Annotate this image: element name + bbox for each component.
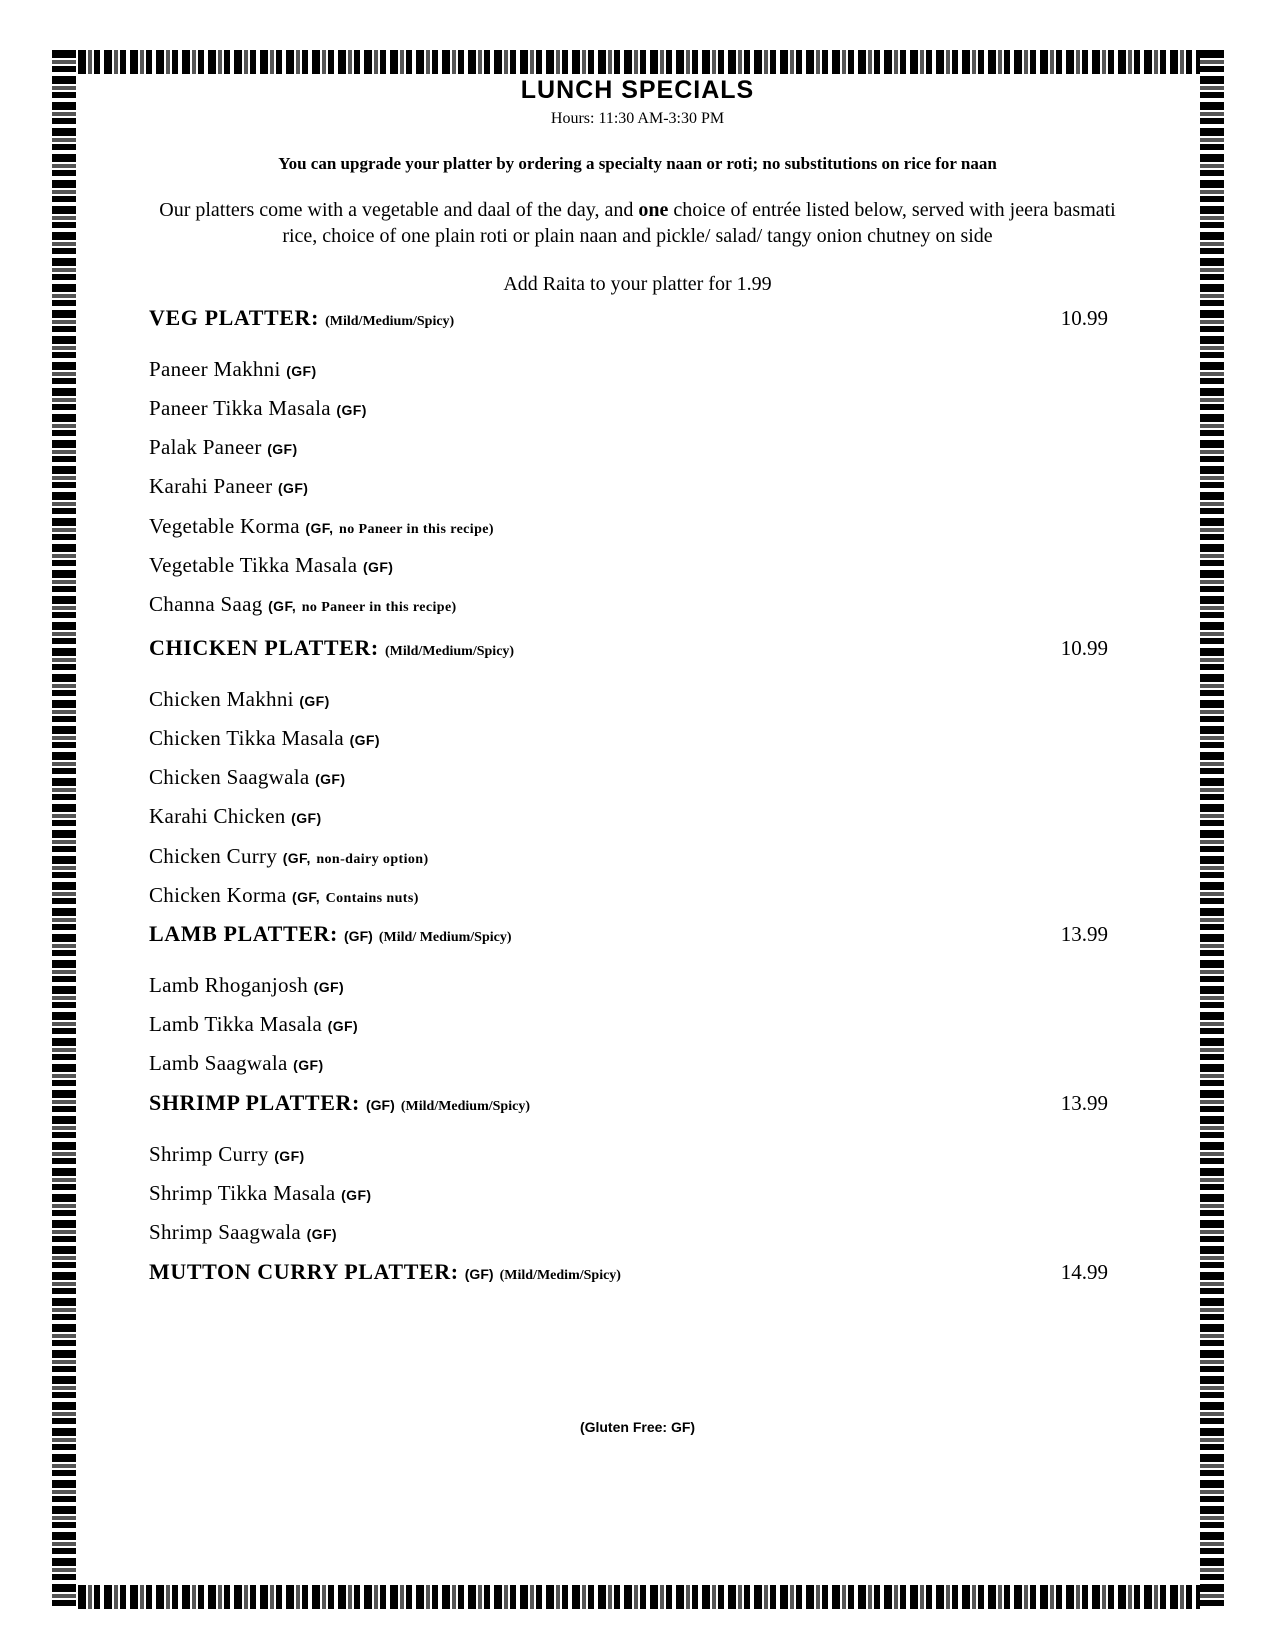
gf-tag: (GF): [291, 810, 322, 826]
item-name: Channa Saag: [149, 592, 263, 616]
gf-tag: (GF): [327, 1018, 359, 1034]
gf-tag: (GF,: [268, 598, 297, 614]
item-name: Karahi Chicken: [149, 804, 286, 828]
item-note: non-dairy option): [316, 852, 429, 867]
menu-item: [149, 883, 1109, 908]
veg-platter-heading: [149, 305, 1109, 331]
menu-item: [149, 592, 1109, 617]
menu-item: [149, 1012, 1109, 1037]
chicken-platter-price: 10.99: [1060, 636, 1108, 660]
lamb-spice-levels: (Mild/ Medium/Spicy): [378, 930, 512, 945]
item-name: Paneer Makhni: [149, 357, 281, 381]
chicken-spice-levels: (Mild/Medium/Spicy): [384, 644, 515, 659]
gf-tag: (GF): [277, 480, 309, 496]
gf-tag: (GF): [315, 771, 346, 787]
menu-item: [149, 1051, 1109, 1076]
gf-tag: (GF): [267, 441, 298, 457]
gf-tag: (GF): [341, 1187, 372, 1203]
item-name: Chicken Curry: [149, 844, 278, 868]
gf-tag: (GF,: [292, 889, 321, 905]
hours-text: Hours: 11:30 AM-3:30 PM: [550, 110, 725, 127]
mutton-heading-text: MUTTON CURRY PLATTER:: [149, 1259, 459, 1284]
gf-tag: (GF,: [282, 850, 311, 866]
desc-after: choice of entrée listed below, served with jeera basmati rice, choice of one plain roti or plain naan and pickle/ salad/ tangy onion chutney on side: [282, 199, 1116, 247]
desc-bold: one: [638, 199, 669, 221]
menu-item: [149, 687, 1109, 712]
page-title: LUNCH SPECIALS: [520, 76, 755, 104]
menu-item: [149, 973, 1109, 998]
lamb-gf-tag: (GF): [344, 928, 373, 944]
menu-item: [149, 514, 1109, 539]
gf-tag: (GF): [313, 979, 345, 995]
mutton-platter-heading: [149, 1259, 1109, 1285]
menu-item: [149, 765, 1109, 790]
item-name: Chicken Tikka Masala: [149, 726, 344, 750]
item-name: Karahi Paneer: [149, 474, 273, 498]
item-note: no Paneer in this recipe): [339, 522, 494, 537]
menu-item: [149, 435, 1109, 460]
item-name: Lamb Tikka Masala: [149, 1012, 323, 1036]
item-note: no Paneer in this recipe): [301, 600, 457, 615]
menu-item: [149, 726, 1109, 751]
item-name: Chicken Makhni: [149, 687, 294, 711]
platter-description: [140, 197, 1135, 249]
lamb-platter-price: 13.99: [1060, 922, 1108, 946]
desc-before: Our platters come with a vegetable and daal of the day, and: [159, 199, 634, 221]
menu-item: [149, 1142, 1109, 1167]
chicken-heading-colon: :: [370, 635, 379, 660]
gf-tag: (GF): [286, 363, 317, 379]
item-name: Lamb Rhoganjosh: [149, 973, 309, 997]
mutton-platter-price: 14.99: [1060, 1260, 1108, 1284]
item-name: Shrimp Tikka Masala: [149, 1181, 336, 1205]
mutton-gf-tag: (GF): [464, 1266, 494, 1282]
raita-note: Add Raita to your platter for 1.99: [503, 273, 772, 295]
lamb-platter-heading: [149, 921, 1109, 947]
item-name: Palak Paneer: [149, 435, 262, 459]
gf-tag: (GF): [299, 693, 330, 709]
shrimp-platter-heading: [149, 1090, 1109, 1116]
item-name: Vegetable Tikka Masala: [149, 553, 358, 577]
item-name: Lamb Saagwala: [149, 1051, 288, 1075]
item-note: Contains nuts): [325, 891, 419, 906]
veg-heading-text: VEG PLATTER: [149, 305, 312, 330]
gf-tag: (GF): [306, 1226, 337, 1242]
menu-item: [149, 1220, 1109, 1245]
item-name: Chicken Korma: [149, 883, 287, 907]
menu-item: [149, 474, 1109, 499]
shrimp-heading-text: SHRIMP PLATTER:: [149, 1090, 360, 1115]
veg-spice-levels: (Mild/Medium/Spicy): [325, 314, 455, 329]
gf-tag: (GF): [336, 402, 367, 418]
upgrade-note: You can upgrade your platter by ordering a specialty naan or roti; no substitutions on rice for naan: [278, 154, 997, 173]
gf-tag: (GF): [274, 1148, 305, 1164]
veg-heading-colon: :: [311, 305, 319, 330]
veg-platter-price: 10.99: [1060, 306, 1108, 330]
menu-item: [149, 357, 1109, 382]
shrimp-platter-price: 13.99: [1060, 1091, 1108, 1115]
menu-item: [149, 804, 1109, 829]
item-name: Vegetable Korma: [149, 514, 300, 538]
menu-item: [149, 844, 1109, 869]
menu-item: [149, 553, 1109, 578]
item-name: Shrimp Saagwala: [149, 1220, 302, 1244]
gf-tag: (GF): [362, 559, 394, 575]
gf-tag: (GF,: [305, 520, 334, 536]
item-name: Paneer Tikka Masala: [149, 396, 331, 420]
item-name: Shrimp Curry: [149, 1142, 269, 1166]
lamb-heading-text: LAMB PLATTER:: [149, 921, 338, 946]
gf-tag: (GF): [349, 732, 380, 748]
menu-item: [149, 396, 1109, 421]
item-name: Chicken Saagwala: [149, 765, 310, 789]
shrimp-gf-tag: (GF): [366, 1097, 395, 1113]
chicken-platter-heading: [149, 635, 1109, 661]
mutton-spice-levels: (Mild/Medim/Spicy): [499, 1268, 621, 1283]
menu-item: [149, 1181, 1109, 1206]
gf-tag: (GF): [293, 1057, 324, 1073]
shrimp-spice-levels: (Mild/Medium/Spicy): [400, 1099, 530, 1114]
chicken-heading-text: CHICKEN PLATTER: [149, 635, 371, 660]
gluten-free-legend: (Gluten Free: GF): [579, 1419, 696, 1435]
